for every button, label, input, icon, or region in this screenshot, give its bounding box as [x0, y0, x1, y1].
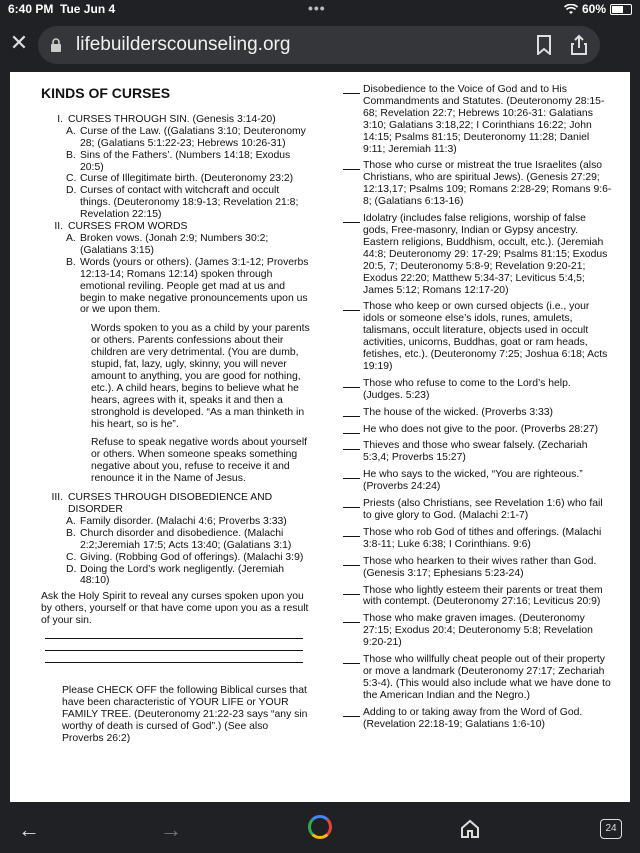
list-item: B. Church disorder and disobedience. (Malachi 2:2;Jeremiah 17:5; Acts 13:40; (Galatians 3:1) — [66, 527, 292, 551]
write-in-line — [45, 662, 303, 663]
curse-item — [343, 160, 613, 208]
checkoff-blank — [343, 469, 360, 479]
list-item: D. Doing the Lord’s work negligently. (Jeremiah 48:10) — [66, 563, 285, 587]
list-item: D. Curses of contact with witchcraft and occult things. (Deuteronomy 18:9-13; Revelation 21:8; Revelation 22:15) — [66, 185, 299, 221]
list-item: B. Sins of the Fathers’. (Numbers 14:18; Exodus 20:5) — [66, 149, 291, 173]
check-off-instructions: Please CHECK OFF the following Biblical curses that have been characteristic of YOUR LIFE or YOUR FAMILY TREE. (Deuteronomy 21:22-23 says “any sin worthy of death is cursed of God”.) (See also Proverbs 26:2) — [62, 685, 308, 744]
multitasking-dots-icon[interactable]: ••• — [308, 0, 326, 16]
checkoff-blank — [343, 160, 360, 170]
checkoff-blank — [343, 440, 360, 450]
checkoff-blank — [343, 527, 360, 537]
curse-item — [343, 527, 613, 551]
back-arrow-icon[interactable]: ← — [18, 817, 40, 842]
checkoff-blank — [343, 585, 360, 595]
curse-text: Those who willfully cheat people out of their property or move a landmark (Deuteronomy 27:17; Zechariah 5:3-4). (This would also include what we have done to the American Indian and the Negro.) — [363, 654, 611, 701]
page-title: KINDS OF CURSES — [41, 85, 171, 101]
status-bar — [0, 0, 640, 20]
curse-item — [343, 213, 613, 296]
paragraph: Words spoken to you as a child by your parents or others. Parents confessions about their children are very detrimental. (You are dumb, stupid, fat, lazy, ugly, skinny, you will never amount to anything, you are good for nothing, etc.). A child hears, begins to believe what he hears, agrees with it, speaks it and then a stronghold is developed. “As a man thinketh in his heart, so is he”. — [91, 323, 310, 430]
write-in-line — [45, 638, 303, 639]
curse-item — [343, 498, 613, 522]
curse-item — [343, 84, 613, 155]
curse-text: Thieves and those who swear falsely. (Zechariah 5:3,4; Proverbs 15:27) — [363, 440, 588, 464]
checkoff-blank — [343, 407, 360, 417]
address-bar[interactable] — [38, 26, 600, 64]
close-icon[interactable]: ✕ — [9, 30, 29, 55]
share-icon[interactable] — [570, 34, 588, 56]
curse-item — [343, 707, 613, 731]
curse-item — [343, 378, 613, 402]
curse-item — [343, 556, 613, 580]
google-icon[interactable] — [308, 815, 332, 839]
curse-text: He who says to the wicked, “You are righteous.” (Proverbs 24:24) — [363, 469, 583, 493]
curse-text: Those who hearken to their wives rather than God. (Genesis 3:17; Ephesians 5:23-24) — [363, 555, 597, 579]
curse-text: Adding to or taking away from the Word of God. (Revelation 22:18-19; Galatians 1:6-10) — [363, 706, 583, 730]
list-item: A. Broken vows. (Jonah 2:9; Numbers 30:2; (Galatians 3:15) — [66, 232, 269, 256]
checkoff-blank — [343, 707, 360, 717]
write-in-line — [45, 650, 303, 651]
curse-text: Those who make graven images. (Deuteronomy 27:15; Exodus 20:4; Deuteronomy 5:8; Revelation 9:20-21) — [363, 613, 593, 649]
status-right — [564, 2, 632, 16]
curse-text: He who does not give to the poor. (Proverbs 28:27) — [363, 423, 599, 435]
url-text[interactable]: lifebuilderscounseling.org — [76, 34, 291, 55]
document-page — [10, 72, 630, 802]
checkoff-blank — [343, 498, 360, 508]
bookmark-icon[interactable] — [536, 35, 552, 55]
curse-text: Those who rob God of tithes and offerings. (Malachi 3:8-11; Luke 6:38; I Corinthians. 9:6) — [363, 526, 602, 550]
battery-icon — [610, 4, 632, 15]
curse-item — [343, 654, 613, 702]
status-time: 6:40 PM Tue Jun 4 — [8, 2, 116, 16]
lock-icon — [50, 38, 62, 52]
forward-arrow-icon[interactable]: → — [160, 817, 182, 842]
curse-item — [343, 407, 613, 419]
checkoff-blank — [343, 213, 360, 223]
curse-text: Those who keep or own cursed objects (i.e., your idols or someone else’s idols, runes, amulets, talismans, occult literature, objects used in occult activities, unicorns, Buddhas, goat or ram heads, fetishes, etc.). (Deuteronomy 7:25; Joshua 6:18; Acts 19:19) — [363, 301, 608, 372]
curse-text: Those who refuse to come to the Lord’s help. (Judges. 5:23) — [363, 377, 571, 401]
list-item: A. Curse of the Law. ((Galatians 3:10; Deuteronomy 28; (Galatians 5:1:22-23; Hebrews 10:26-31) — [66, 125, 306, 149]
checkoff-blank — [343, 613, 360, 623]
curse-item — [343, 424, 613, 436]
wifi-icon — [564, 4, 578, 15]
curse-text: Priests (also Christians, see Revelation 1:6) who fail to give glory to God. (Malachi 2:1-7) — [363, 498, 603, 521]
list-item: B. Words (yours or others). (James 3:1-12; Proverbs 12:13-14; Romans 12:14) spoken through emotional reviling. People get mad at us and begin to make negative pronouncements upon us or we upon them. — [66, 256, 309, 316]
curse-item — [343, 301, 613, 372]
curse-text: Those who lightly esteem their parents or treat them with contempt. (Deuteronomy 27:16; Leviticus 20:9) — [363, 584, 603, 608]
section-heading: III. CURSES THROUGH DISOBEDIENCE AND DISORDER — [51, 492, 273, 515]
checkoff-blank — [343, 556, 360, 566]
checkoff-blank — [343, 654, 360, 664]
section-heading: II. CURSES FROM WORDS — [54, 221, 188, 233]
curse-checklist — [343, 84, 613, 736]
paragraph: Refuse to speak negative words about yourself or others. When someone speaks something negative about you, refuse to receive it and renounce it in the Name of Jesus. — [91, 437, 308, 485]
left-column — [41, 85, 311, 745]
curse-text: Disobedience to the Voice of God and to His Commandments and Statutes. (Deuteronomy 28:15-68; Revelation 22:7; Hebrews 10:26-31: Galatians 3:10; Galatians 3:18,22; I Corinthians 16:22; John 14:15; Psalms 81:15; Deuteronomy 11:28; Daniel 9:11; Jeremiah 11:3) — [363, 84, 605, 155]
curse-item — [343, 469, 613, 493]
section-heading: I. CURSES THROUGH SIN. (Genesis 3:14-20) — [57, 113, 276, 125]
bottom-toolbar — [0, 805, 640, 853]
list-item: C. Curse of Illegitimate birth. (Deuteronomy 23:2) — [66, 173, 294, 185]
tab-count-icon[interactable]: 24 — [600, 819, 622, 839]
checkoff-blank — [343, 424, 360, 434]
checkoff-blank — [343, 84, 360, 94]
curse-item — [343, 613, 613, 649]
checkoff-blank — [343, 301, 360, 311]
browser-toolbar — [0, 22, 640, 68]
closing-paragraph: Ask the Holy Spirit to reveal any curses spoken upon you by others, yourself or that have come upon you as a result of your sin. — [41, 591, 309, 627]
curse-text: Idolatry (includes false religions, worship of false gods, Free-masonry, Indian or Gypsy ancestry. Eastern religions, Buddhism, occult, etc.). (Jeremiah 44:8; Deuteronomy 29: 17-29; Psalms 81:15; Exodus 20:5, 7; Deuteronomy 5:8-9; Revelation 9:20-21; Exodus 22:20; Matthew 5:34-37; Leviticus 5:4,5; James 5:12; Romans 12:17-20) — [363, 213, 608, 296]
curse-text: The house of the wicked. (Proverbs 3:33) — [363, 406, 554, 418]
curse-item — [343, 440, 613, 464]
list-item: C. Giving. (Robbing God of offerings). (Malachi 3:9) — [66, 551, 304, 563]
battery-fill — [612, 6, 623, 13]
curse-text: Those who curse or mistreat the true Israelites (also Christians, who are spiritual Jews). (Genesis 27:29; 12:13,17; Psalms 109; Romans 2:28-29; Romans 9:6-8; (Galatians 6:13-16) — [363, 160, 612, 208]
home-icon[interactable] — [460, 819, 480, 839]
checkoff-blank — [343, 378, 360, 388]
list-item: A. Family disorder. (Malachi 4:6; Proverbs 3:33) — [66, 515, 287, 527]
curse-item — [343, 585, 613, 609]
battery-percent: 60% — [581, 2, 606, 16]
